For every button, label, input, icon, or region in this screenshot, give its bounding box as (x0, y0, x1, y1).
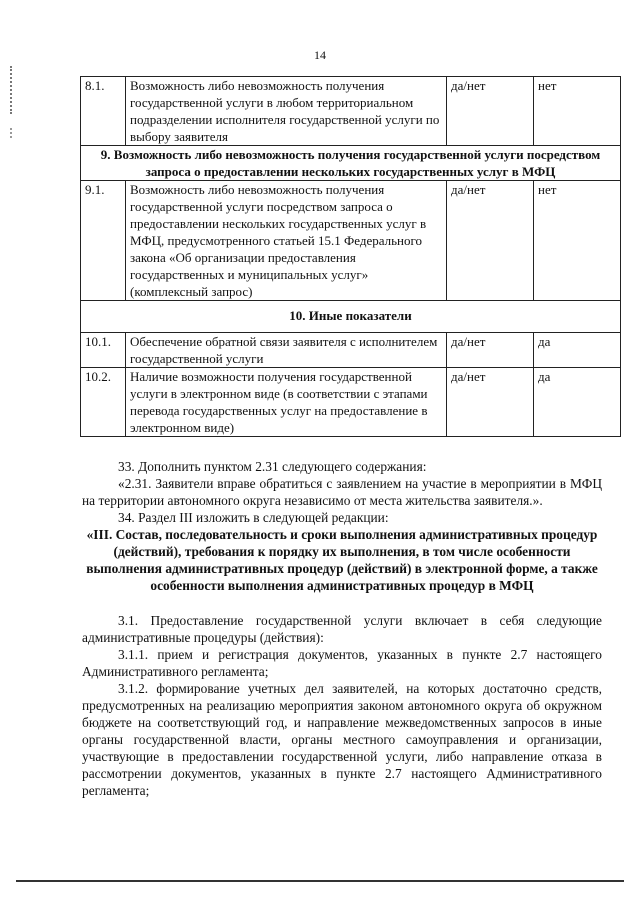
row-description: Возможность либо невозможность получения государственной услуги посредством запроса о предоставлении нескольких государственных услуг в МФЦ, предусмотренного статьей 15.1 Федерального закона «Об организации предоставления государственных и муниципальных услуг» (комплексный запрос) (126, 181, 447, 301)
paragraph: 3.1.1. прием и регистрация документов, указанных в пункте 2.7 настоящего Административного регламента; (82, 647, 602, 679)
row-number: 9.1. (81, 181, 126, 301)
table-row (81, 368, 621, 437)
row-normative-value: да/нет (447, 368, 534, 437)
row-description: Обеспечение обратной связи заявителя с исполнителем государственной услуги (126, 333, 447, 368)
paragraph: 34. Раздел III изложить в следующей редакции: (118, 510, 389, 525)
table-section-row (81, 301, 621, 333)
table-section-row (81, 146, 621, 181)
paragraph: 3.1.2. формирование учетных дел заявителей, на которых достаточно средств, предусмотренных на реализацию мероприятия законом автономного округа об окружном бюджете на соответствующий год, и направление межведомственных запросов в иные органы государственной власти, органы местного самоуправления и организации, участвующие в предоставлении государственной услуги, либо направление отказа в рассмотрении документов, указанных в пункте 2.7 настоящего Административного регламента; (82, 681, 602, 798)
row-number: 10.1. (81, 333, 126, 368)
section-heading: 9. Возможность либо невозможность получения государственной услуги посредством запроса о предоставлении нескольких государственных услуг в МФЦ (81, 146, 621, 181)
paragraph: 33. Дополнить пунктом 2.31 следующего содержания: (118, 459, 427, 474)
bottom-rule (16, 880, 624, 882)
row-number: 8.1. (81, 77, 126, 146)
document-body (82, 458, 602, 799)
row-normative-value: да/нет (447, 77, 534, 146)
paragraph: «2.31. Заявители вправе обратиться с заявлением на участие в мероприятии в МФЦ на территории автономного округа независимо от места жительства заявителя.». (82, 476, 602, 508)
table-row (81, 181, 621, 301)
section-heading: 10. Иные показатели (81, 301, 621, 333)
row-description: Наличие возможности получения государственной услуги в электронном виде (в соответствии с этапами перевода государственных услуг на предоставление в электронном виде) (126, 368, 447, 437)
row-actual-value: да (534, 333, 621, 368)
row-normative-value: да/нет (447, 181, 534, 301)
paragraph: 3.1. Предоставление государственной услуги включает в себя следующие административные процедуры (действия): (82, 613, 602, 645)
row-actual-value: нет (534, 181, 621, 301)
row-normative-value: да/нет (447, 333, 534, 368)
margin-marks-lower (10, 128, 14, 138)
margin-marks (10, 66, 14, 114)
indicators-table (80, 76, 621, 437)
page-number: 14 (314, 48, 326, 62)
row-actual-value: да (534, 368, 621, 437)
table-row (81, 333, 621, 368)
row-number: 10.2. (81, 368, 126, 437)
table-row (81, 77, 621, 146)
section-heading: «III. Состав, последовательность и сроки выполнения административных процедур (действий), требования к порядку их выполнения, в том числе особенности выполнения административных процедур (действий) в электронной форме, а также особенности выполнения административных процедур в МФЦ (86, 527, 598, 593)
row-actual-value: нет (534, 77, 621, 146)
row-description: Возможность либо невозможность получения государственной услуги в любом территориальном подразделении исполнителя государственной услуги по выбору заявителя (126, 77, 447, 146)
